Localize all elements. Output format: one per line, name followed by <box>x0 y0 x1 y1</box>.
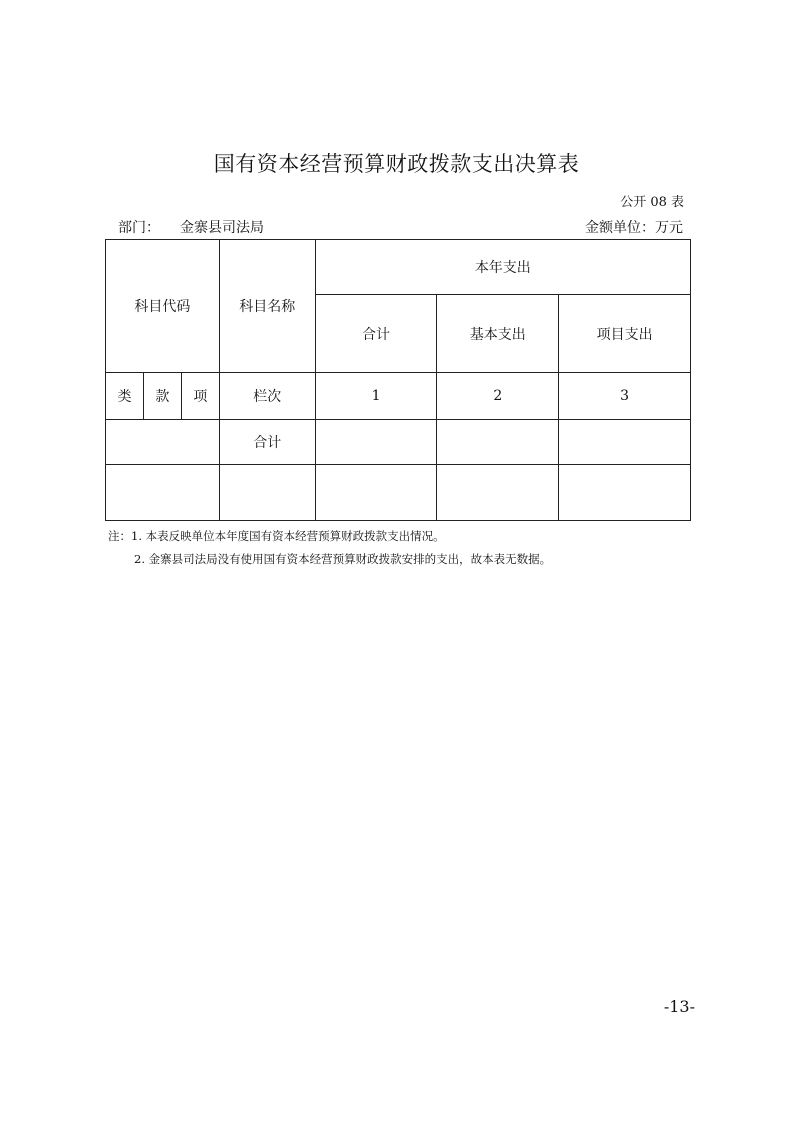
note-2: 2. 金寨县司法局没有使用国有资本经营预算财政拨款安排的支出，故本表无数据。 <box>134 552 552 566</box>
amount-unit: 金额单位：万元 <box>585 220 683 236</box>
empty-total-cell <box>315 465 437 521</box>
empty-code-cell <box>106 465 220 521</box>
total-row-project-cell <box>559 420 691 465</box>
page-title: 国有资本经营预算财政拨款支出决算表 <box>213 152 580 176</box>
note-1: 注：1. 本表反映单位本年度国有资本经营预算财政拨款支出情况。 <box>108 529 445 543</box>
subject-name-header: 科目名称 <box>219 240 315 373</box>
table-row <box>106 465 691 521</box>
category-lei-header: 类 <box>106 373 144 420</box>
page-number: -13- <box>663 997 695 1016</box>
column-number-2: 2 <box>437 373 559 420</box>
total-row-basic-cell <box>437 420 559 465</box>
category-xiang-header: 项 <box>181 373 219 420</box>
form-number: 公开 08 表 <box>620 195 684 210</box>
department-value: 金寨县司法局 <box>180 220 264 236</box>
current-year-expenditure-header: 本年支出 <box>315 240 690 295</box>
basic-expenditure-header: 基本支出 <box>437 295 559 373</box>
department-label: 部门： <box>118 220 160 236</box>
column-number-1: 1 <box>315 373 437 420</box>
expenditure-table <box>105 239 691 521</box>
row-index-label: 栏次 <box>219 373 315 420</box>
column-number-3: 3 <box>559 373 691 420</box>
empty-basic-cell <box>437 465 559 521</box>
total-row-total-cell <box>315 420 437 465</box>
total-row <box>106 420 691 465</box>
empty-project-cell <box>559 465 691 521</box>
total-row-code-cell <box>106 420 220 465</box>
empty-name-cell <box>219 465 315 521</box>
total-row-label: 合计 <box>219 420 315 465</box>
table-notes <box>108 525 551 571</box>
department-line <box>118 217 264 237</box>
total-column-header: 合计 <box>315 295 437 373</box>
category-kuan-header: 款 <box>143 373 181 420</box>
subject-code-header: 科目代码 <box>106 240 220 373</box>
project-expenditure-header: 项目支出 <box>559 295 691 373</box>
